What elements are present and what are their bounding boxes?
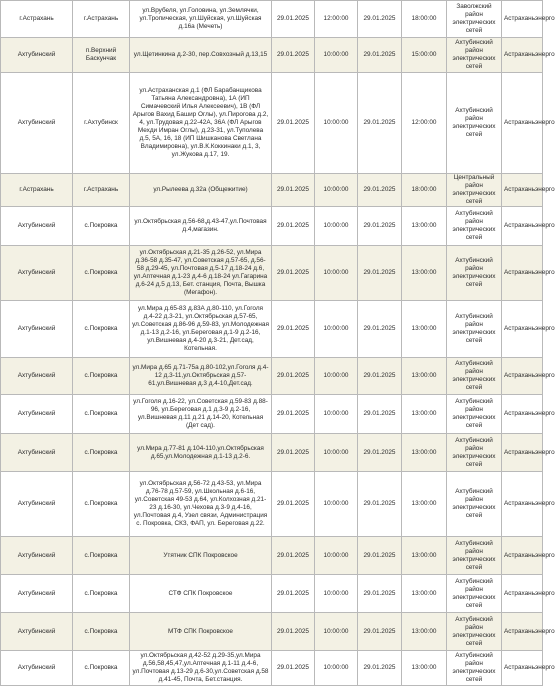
addresses-cell: СТФ СПК Покровское	[130, 575, 272, 613]
table-row	[1, 395, 543, 434]
locality-cell: п.Верхний Баскунчак	[73, 38, 130, 73]
table-row	[1, 434, 543, 472]
district-cell: Ахтубинский	[1, 537, 73, 575]
end-time-cell: 13:00:00	[402, 651, 447, 686]
organization-cell: Астраханьэнерго	[502, 613, 543, 651]
end-date-cell: 29.01.2025	[358, 1, 402, 38]
district-cell: Ахтубинский	[1, 395, 73, 434]
end-date-cell: 29.01.2025	[358, 246, 402, 301]
start-date-cell: 29.01.2025	[272, 434, 315, 472]
organization-cell: Астраханьэнерго	[502, 434, 543, 472]
table-row	[1, 38, 543, 73]
start-date-cell: 29.01.2025	[272, 651, 315, 686]
addresses-cell: ул.Октябрьская д.56-72 д.43-53, ул.Мира д.76-78 д.57-59, ул.Школьная д.6-16, ул.Советская 49-53 д.64, ул.Колхозная д.21-23 д.16-30, ул.Чехова д.3-9 д.4-16, ул.Почтовая д.4, Узел связи, Администрация с. Покровка, СКЗ, ФАП, ул. Береговая д.22.	[130, 472, 272, 537]
department-cell: Ахтубинский район электрических сетей	[447, 537, 502, 575]
start-time-cell: 10:00:00	[315, 301, 358, 358]
start-time-cell: 10:00:00	[315, 395, 358, 434]
addresses-cell: ул.Врубеля, ул.Головина, ул.Землячки, ул.Тропическая, ул.Шуйская, ул.Шуйская д.16а (Мечеть)	[130, 1, 272, 38]
end-date-cell: 29.01.2025	[358, 613, 402, 651]
district-cell: Ахтубинский	[1, 358, 73, 395]
end-time-cell: 13:00:00	[402, 434, 447, 472]
addresses-cell: ул.Октябрьская д.56-68,д.43-47,ул.Почтовая д.4,магазин.	[130, 207, 272, 246]
district-cell: Ахтубинский	[1, 246, 73, 301]
end-date-cell: 29.01.2025	[358, 174, 402, 207]
start-time-cell: 10:00:00	[315, 434, 358, 472]
end-time-cell: 13:00:00	[402, 395, 447, 434]
district-cell: Ахтубинский	[1, 207, 73, 246]
district-cell: Ахтубинский	[1, 575, 73, 613]
department-cell: Ахтубинский район электрических сетей	[447, 613, 502, 651]
start-date-cell: 29.01.2025	[272, 174, 315, 207]
department-cell: Ахтубинский район электрических сетей	[447, 472, 502, 537]
organization-cell: Астраханьэнерго	[502, 73, 543, 174]
start-date-cell: 29.01.2025	[272, 613, 315, 651]
table-body	[1, 1, 555, 686]
addresses-cell: ул.Октябрьская д.42-52 д.29-35,ул.Мира д.56,58,45,47,ул.Аптечная д.1-11 д.4-6, ул.Почтовая д.13-29 д.6-30,ул.Советская д.58 д.41-45, Почта, Бет.станция.	[130, 651, 272, 686]
addresses-cell: ул.Мира д.77-81 д.104-110,ул.Октябрьская д.65,ул.Молодежная д.1-13 д.2-6.	[130, 434, 272, 472]
table-row	[1, 651, 543, 686]
locality-cell: с.Покровка	[73, 434, 130, 472]
locality-cell: с.Покровка	[73, 537, 130, 575]
organization-cell: Астраханьэнерго	[502, 395, 543, 434]
start-time-cell: 10:00:00	[315, 246, 358, 301]
locality-cell: с.Покровка	[73, 358, 130, 395]
district-cell: Ахтубинский	[1, 434, 73, 472]
end-time-cell: 13:00:00	[402, 301, 447, 358]
organization-cell: Астраханьэнерго	[502, 575, 543, 613]
department-cell: Ахтубинский район электрических сетей	[447, 358, 502, 395]
addresses-cell: ул.Октябрьская д.21-35 д.26-52, ул.Мира д.36-58 д.35-47, ул.Советская д.57-65, д.56-58 д.29-45, ул.Почтовая д.5-17 д.18-24 д.6, ул.Аптечная д.1-23 д.4-6 д.18-24 ул.Гагарина д.6-24 д.5 д.13, Бет. станция, Почта, Вышка (Мегафон).	[130, 246, 272, 301]
addresses-cell: ул.Щетинкина д.2-30, пер.Совхозный д.13,15	[130, 38, 272, 73]
district-cell: Ахтубинский	[1, 651, 73, 686]
locality-cell: с.Покровка	[73, 246, 130, 301]
start-time-cell: 10:00:00	[315, 537, 358, 575]
locality-cell: с.Покровка	[73, 575, 130, 613]
start-date-cell: 29.01.2025	[272, 575, 315, 613]
end-time-cell: 15:00:00	[402, 38, 447, 73]
end-time-cell: 13:00:00	[402, 613, 447, 651]
start-date-cell: 29.01.2025	[272, 358, 315, 395]
end-date-cell: 29.01.2025	[358, 38, 402, 73]
organization-cell: Астраханьэнерго	[502, 207, 543, 246]
table-row	[1, 1, 543, 38]
organization-cell: Астраханьэнерго	[502, 537, 543, 575]
district-cell: г.Астрахань	[1, 1, 73, 38]
organization-cell: Астраханьэнерго	[502, 174, 543, 207]
end-date-cell: 29.01.2025	[358, 358, 402, 395]
start-time-cell: 10:00:00	[315, 174, 358, 207]
end-time-cell: 13:00:00	[402, 537, 447, 575]
end-date-cell: 29.01.2025	[358, 537, 402, 575]
department-cell: Центральный район электрических сетей	[447, 174, 502, 207]
end-time-cell: 13:00:00	[402, 246, 447, 301]
end-date-cell: 29.01.2025	[358, 651, 402, 686]
end-date-cell: 29.01.2025	[358, 472, 402, 537]
start-time-cell: 10:00:00	[315, 575, 358, 613]
table-row	[1, 301, 543, 358]
locality-cell: с.Покровка	[73, 472, 130, 537]
start-date-cell: 29.01.2025	[272, 207, 315, 246]
department-cell: Ахтубинский район электрических сетей	[447, 575, 502, 613]
organization-cell: Астраханьэнерго	[502, 38, 543, 73]
table-row	[1, 613, 543, 651]
start-time-cell: 12:00:00	[315, 1, 358, 38]
start-date-cell: 29.01.2025	[272, 1, 315, 38]
start-time-cell: 10:00:00	[315, 38, 358, 73]
start-date-cell: 29.01.2025	[272, 73, 315, 174]
department-cell: Ахтубинский район электрических сетей	[447, 651, 502, 686]
locality-cell: г.Ахтубинск	[73, 73, 130, 174]
table-row	[1, 174, 543, 207]
locality-cell: с.Покровка	[73, 301, 130, 358]
organization-cell: Астраханьэнерго	[502, 1, 543, 38]
department-cell: Ахтубинский район электрических сетей	[447, 246, 502, 301]
district-cell: г.Астрахань	[1, 174, 73, 207]
end-time-cell: 18:00:00	[402, 1, 447, 38]
addresses-cell: ул.Астраханская д.1 (ФЛ Барабанщикова Татьяна Александровна), 1А (ИП Симачевский Илья Алексеевич), 1В (ФЛ Арыгов Вахид Башир Оглы), ул.Пирогова д.2, 4, ул.Трудовая д.22-42А, 36А (ФЛ Арыгов Мехди Имран Оглы), д.23-31, ул.Туполева д.5, 5А, 16, 18 (ИП Шишканова Светлана Владимировна), ул.В.К.Коккинаки д.1, 3, ул.Жукова д.17, 19.	[130, 73, 272, 174]
end-date-cell: 29.01.2025	[358, 73, 402, 174]
department-cell: Ахтубинский район электрических сетей	[447, 73, 502, 174]
start-time-cell: 10:00:00	[315, 651, 358, 686]
table-row	[1, 472, 543, 537]
district-cell: Ахтубинский	[1, 301, 73, 358]
addresses-cell: Утятник СПК Покровское	[130, 537, 272, 575]
start-date-cell: 29.01.2025	[272, 301, 315, 358]
department-cell: Заволжский район электрических сетей	[447, 1, 502, 38]
start-date-cell: 29.01.2025	[272, 472, 315, 537]
organization-cell: Астраханьэнерго	[502, 246, 543, 301]
end-date-cell: 29.01.2025	[358, 207, 402, 246]
addresses-cell: ул.Рылеева д.32а (Общежитие)	[130, 174, 272, 207]
table-row	[1, 73, 543, 174]
end-date-cell: 29.01.2025	[358, 301, 402, 358]
start-time-cell: 10:00:00	[315, 472, 358, 537]
addresses-cell: ул.Гоголя д.16-22, ул.Советская д.59-83 д.88-96, ул.Береговая д.1 д.3-9 д.2-16, ул.Вишневая д.11 д.21 д.14-20, Котельная (Дет сад).	[130, 395, 272, 434]
end-time-cell: 13:00:00	[402, 358, 447, 395]
organization-cell: Астраханьэнерго	[502, 651, 543, 686]
district-cell: Ахтубинский	[1, 472, 73, 537]
end-time-cell: 13:00:00	[402, 207, 447, 246]
start-date-cell: 29.01.2025	[272, 395, 315, 434]
start-time-cell: 10:00:00	[315, 358, 358, 395]
addresses-cell: МТФ СПК Покровское	[130, 613, 272, 651]
start-date-cell: 29.01.2025	[272, 38, 315, 73]
table-row	[1, 537, 543, 575]
table-row	[1, 246, 543, 301]
end-time-cell: 13:00:00	[402, 575, 447, 613]
locality-cell: г.Астрахань	[73, 174, 130, 207]
table-row	[1, 575, 543, 613]
start-date-cell: 29.01.2025	[272, 246, 315, 301]
start-time-cell: 10:00:00	[315, 207, 358, 246]
department-cell: Ахтубинский район электрических сетей	[447, 38, 502, 73]
table-row	[1, 358, 543, 395]
locality-cell: с.Покровка	[73, 207, 130, 246]
organization-cell: Астраханьэнерго	[502, 472, 543, 537]
organization-cell: Астраханьэнерго	[502, 301, 543, 358]
department-cell: Ахтубинский район электрических сетей	[447, 207, 502, 246]
end-date-cell: 29.01.2025	[358, 575, 402, 613]
organization-cell: Астраханьэнерго	[502, 358, 543, 395]
locality-cell: г.Астрахань	[73, 1, 130, 38]
district-cell: Ахтубинский	[1, 613, 73, 651]
start-time-cell: 10:00:00	[315, 73, 358, 174]
addresses-cell: ул.Мира д.65-83 д.83А д.80-110, ул.Гоголя д.4-22 д.3-21, ул.Октябрьская д.57-65, ул.Советская д.86-96 д.59-83, ул.Молодежная д.1-13 д.2-16, ул.Береговая д.1-9 д.2-16, ул.Вишневая д.4-20 д.3-21, Дет.сад, Котельная.	[130, 301, 272, 358]
end-time-cell: 12:00:00	[402, 73, 447, 174]
locality-cell: с.Покровка	[73, 651, 130, 686]
locality-cell: с.Покровка	[73, 395, 130, 434]
start-time-cell: 10:00:00	[315, 613, 358, 651]
end-time-cell: 18:00:00	[402, 174, 447, 207]
locality-cell: с.Покровка	[73, 613, 130, 651]
end-date-cell: 29.01.2025	[358, 395, 402, 434]
addresses-cell: ул.Мира д.65 д.71-75а д.80-102,ул.Гоголя д.4-12 д.3-11,ул.Октябрьская д.57-61,ул.Вишневая д.3 д.4-10,Дет.сад.	[130, 358, 272, 395]
end-time-cell: 13:00:00	[402, 472, 447, 537]
table-row	[1, 207, 543, 246]
district-cell: Ахтубинский	[1, 73, 73, 174]
end-date-cell: 29.01.2025	[358, 434, 402, 472]
department-cell: Ахтубинский район электрических сетей	[447, 395, 502, 434]
department-cell: Ахтубинский район электрических сетей	[447, 434, 502, 472]
start-date-cell: 29.01.2025	[272, 537, 315, 575]
district-cell: Ахтубинский	[1, 38, 73, 73]
department-cell: Ахтубинский район электрических сетей	[447, 301, 502, 358]
